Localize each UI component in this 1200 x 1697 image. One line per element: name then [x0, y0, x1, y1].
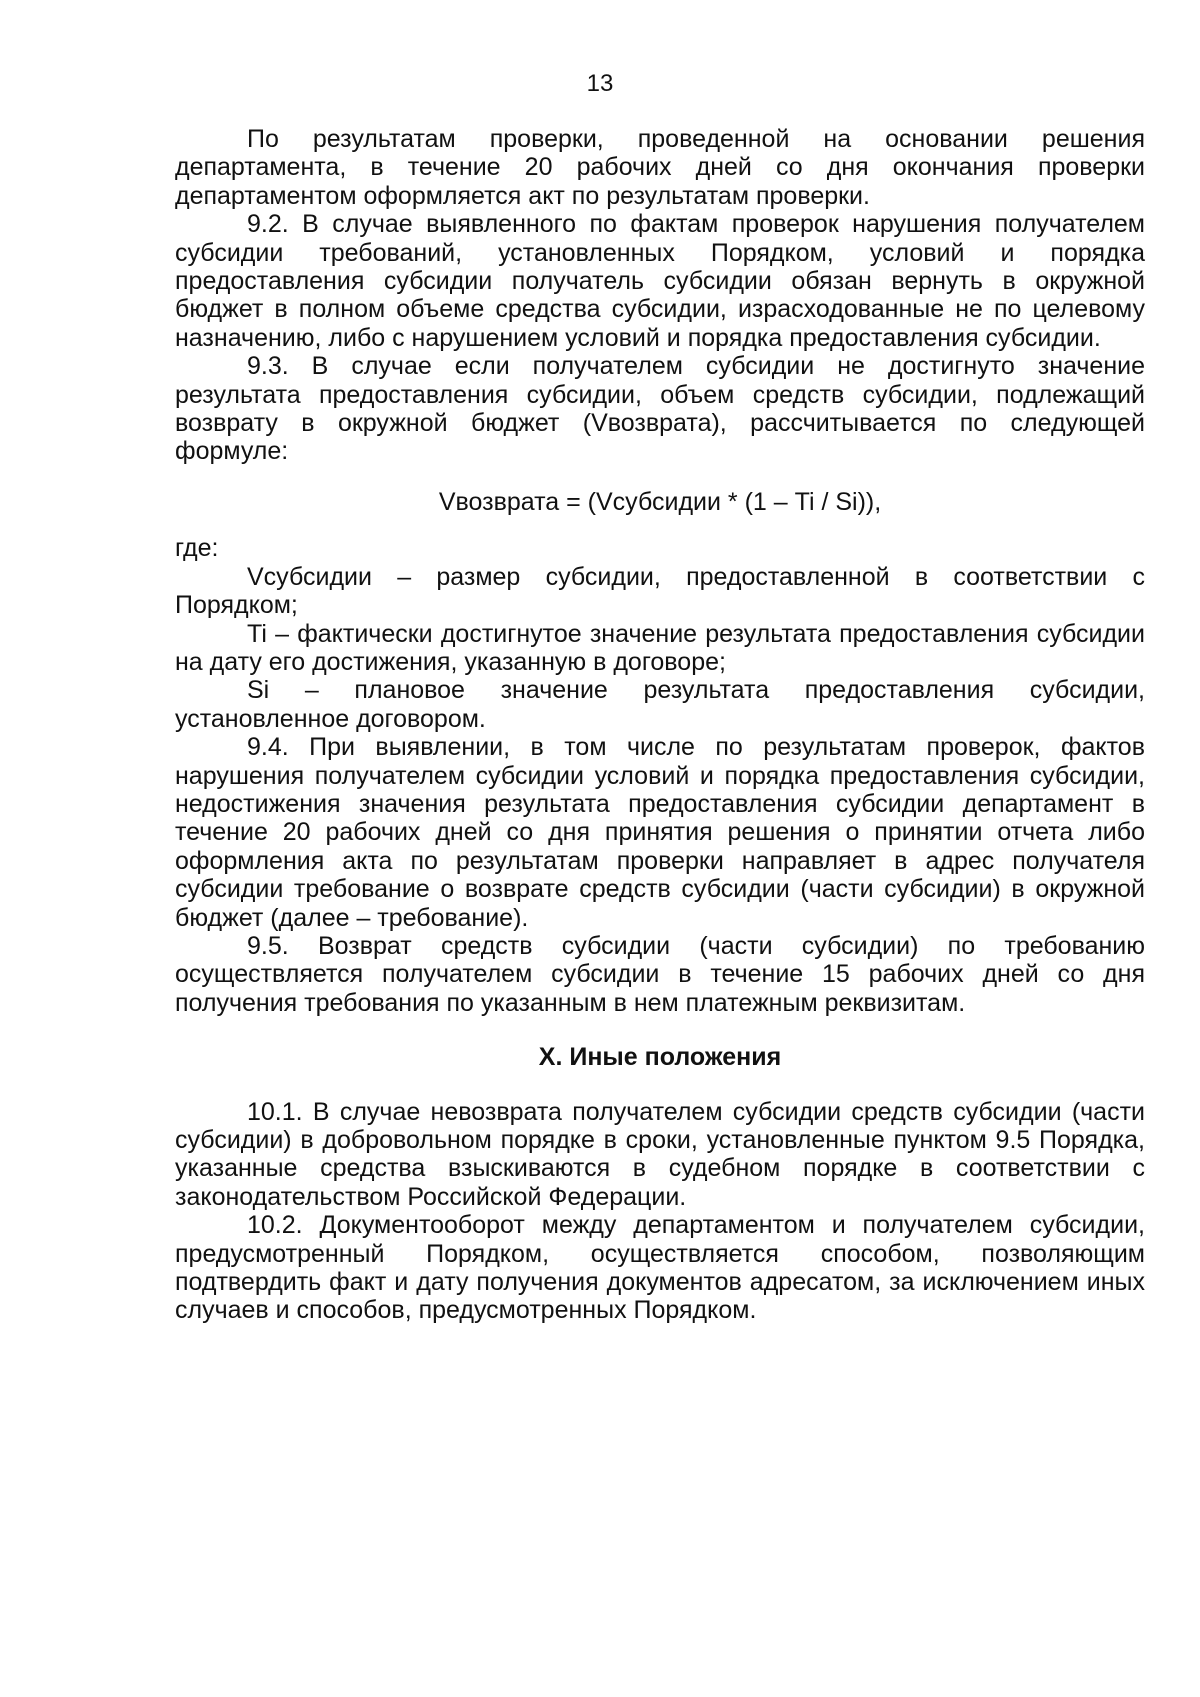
- paragraph-9-3: 9.3. В случае если получателем субсидии не достигнуто значение результата предоставления субсидии, объем средств субсидии, подлежащий возврату в окружной бюджет (Vвозврата), рассчитывается по следующей формуле:: [175, 352, 1145, 466]
- paragraph-9-5: 9.5. Возврат средств субсидии (части субсидии) по требованию осуществляется получателем субсидии в течение 15 рабочих дней со дня получения требования по указанным в нем платежным реквизитам.: [175, 931, 1145, 1017]
- where-label: где:: [175, 534, 219, 563]
- section-heading: X. Иные положения: [538, 1043, 782, 1072]
- paragraph-9-2: 9.2. В случае выявленного по фактам проверок нарушения получателем субсидии требований, установленных Порядком, условий и порядка предоставления субсидии получатель субсидии обязан вернуть в окружной бюджет в полном объеме средства субсидии, израсходованные не по целевому назначению, либо с нарушением условий и порядка предоставления субсидии.: [175, 210, 1145, 352]
- document-body: [175, 125, 1145, 1325]
- return-formula: Vвозврата = (Vсубсидии * (1 – Ti / Si)),: [438, 487, 882, 516]
- paragraph-10-1: 10.1. В случае невозврата получателем субсидии средств субсидии (части субсидии) в добровольном порядке в сроки, установленные пунктом 9.5 Порядка, указанные средства взыскиваются в судебном порядке в соответствии с законодательством Российской Федерации.: [175, 1097, 1145, 1211]
- page-number: 13: [586, 70, 614, 97]
- definition-v-subsidy: Vсубсидии – размер субсидии, предоставленной в соответствии с Порядком;: [175, 562, 1145, 620]
- paragraph-10-2: 10.2. Документооборот между департаментом и получателем субсидии, предусмотренный Порядком, осуществляется способом, позволяющим подтвердить факт и дату получения документов адресатом, за исключением иных случаев и способов, предусмотренных Порядком.: [175, 1211, 1145, 1325]
- definition-ti: Ti – фактически достигнутое значение результата предоставления субсидии на дату его достижения, указанную в договоре;: [175, 619, 1145, 676]
- paragraph-inspection-act: По результатам проверки, проведенной на основании решения департамента, в течение 20 рабочих дней со дня окончания проверки департаментом оформляется акт по результатам проверки.: [175, 125, 1145, 210]
- paragraph-9-4: 9.4. При выявлении, в том числе по результатам проверок, фактов нарушения получателем субсидии условий и порядка предоставления субсидии, недостижения значения результата предоставления субсидии департамент в течение 20 рабочих дней со дня принятия решения о принятии отчета либо оформления акта по результатам проверки направляет в адрес получателя субсидии требование о возврате средств субсидии (части субсидии) в окружной бюджет (далее – требование).: [175, 733, 1145, 932]
- definition-si: Si – плановое значение результата предоставления субсидии, установленное договором.: [175, 676, 1145, 733]
